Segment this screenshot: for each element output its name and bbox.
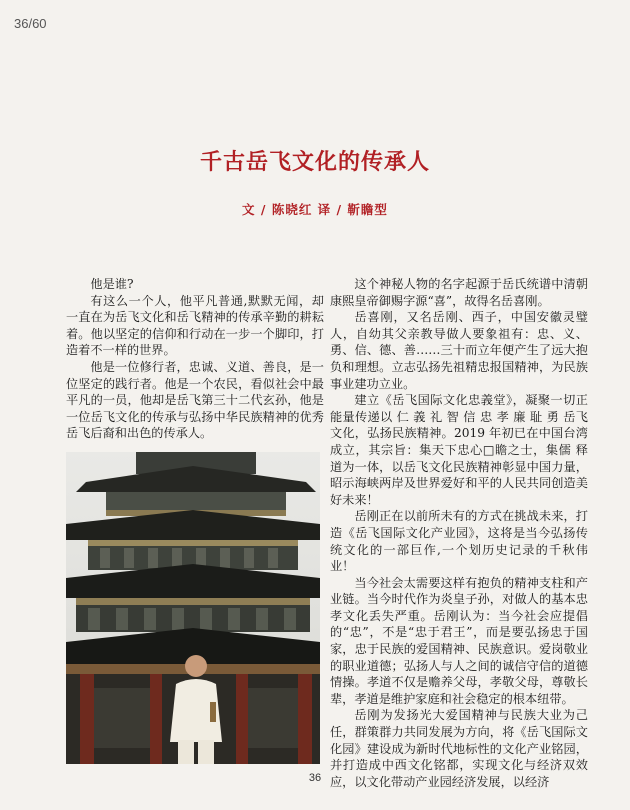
paragraph: 岳刚正在以前所未有的方式在挑战未来，打造《岳飞国际文化产业园》，这将是当今弘扬传统文化的一部巨作,一个划历史记录的千秋伟业！ bbox=[330, 509, 588, 574]
right-column bbox=[330, 276, 588, 790]
paragraph: 建立《岳飞国际文化忠義堂》，凝聚一切正能量传递以 仁 義 礼 智 信 忠 孝 廉 耻 勇 岳飞文化，弘扬民族精神。2019 年初已在中国台湾成立，其宗旨：集天下忠心□瞻之士，集儒 释 道为一体，以岳飞文化民族精神彰显中国力量，昭示海峡两岸及世界爱好和平的人民共同创造美好未来！ bbox=[330, 393, 588, 507]
page-indicator: 36/60 bbox=[14, 16, 47, 31]
paragraph: 他是谁? bbox=[90, 277, 134, 291]
article-byline: 文 / 陈晓红 译 / 靳瞻型 bbox=[242, 202, 388, 217]
page-number: 36 bbox=[308, 772, 322, 784]
paragraph: 岳刚为发扬光大爱国精神与民族大业为己任，群策群力共同发展为方向，将《岳飞国际文化园》建设成为新时代地标性的文化产业铭园，并打造成中西文化铭都，实现文化与经济双效应，以文化带动产业园经济发展，以经济 bbox=[330, 708, 588, 789]
paragraph: 岳喜刚，又名岳刚、西子，中国安徽灵璧人，自幼其父亲教导做人要象祖有：忠、义、勇、信、德、善……三十而立年便产生了远大抱负和理想。立志弘扬先祖精忠报国精神，为民族事业建功立业。 bbox=[330, 310, 588, 391]
paragraph: 他是一位修行者，忠诚、义道、善良，是一位坚定的践行者。他是一个农民，看似社会中最平凡的一员，他却是岳飞第三十二代玄孙，他是一位岳飞文化的传承与弘扬中华民族精神的优秀岳飞后裔和出色的传承人。 bbox=[66, 359, 324, 441]
article-title: 千古岳飞文化的传承人 bbox=[199, 150, 430, 175]
paragraph: 这个神秘人物的名字起源于岳氏统谱中清朝康熙皇帝御赐字源“喜”，故得名岳喜刚。 bbox=[330, 277, 588, 308]
pagoda-photo-image bbox=[66, 452, 320, 764]
left-column bbox=[66, 276, 324, 442]
pagoda-photo bbox=[66, 452, 320, 764]
paragraph: 有这么一个人，他平凡普通,默默无闻，却一直在为岳飞文化和岳飞精神的传承辛勤的耕耘着。他以坚定的信仰和行动在一步一个脚印，打造着不一样的世界。 bbox=[66, 293, 324, 358]
paragraph: 当今社会太需要这样有抱负的精神支柱和产业链。当今时代作为炎皇子孙，对做人的基本忠孝文化丢失严重。岳刚认为：当今社会应提倡的“忠”，不是“忠于君王”，而是要弘扬忠于国家，忠于民族的爱国精神、民族意识。爱岗敬业的职业道德；弘扬人与人之间的诚信守信的道德情操。孝道不仅是赡养父母，孝敬父母，尊敬长辈，孝道是维护家庭和社会稳定的根本纽带。 bbox=[330, 575, 588, 706]
